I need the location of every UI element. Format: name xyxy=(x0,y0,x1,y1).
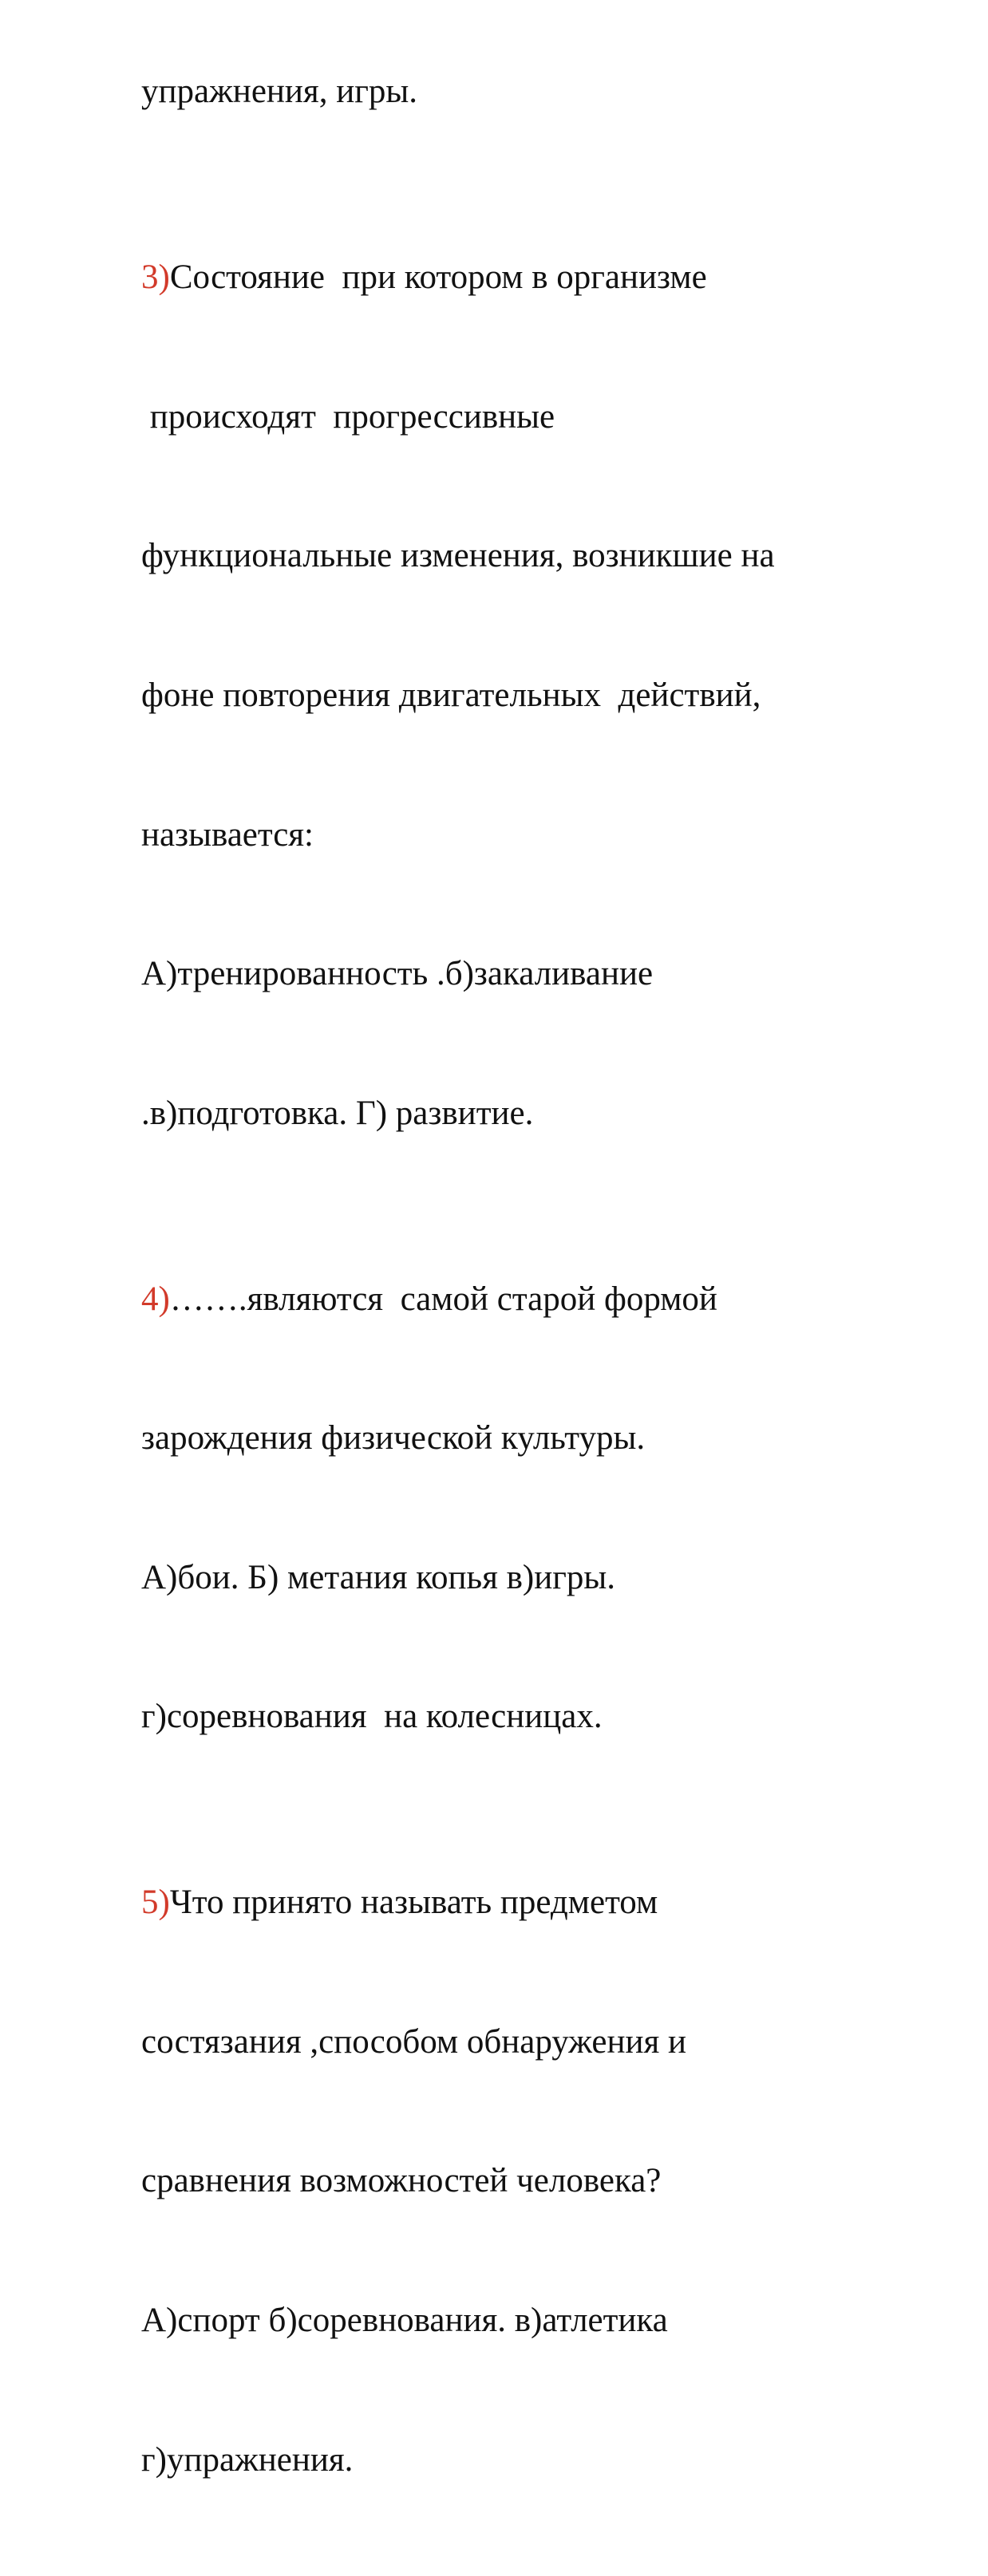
question-5-text-1: Что принято называть предметом xyxy=(169,1884,658,1922)
question-4-answers-1: А)бои. Б) метания копья в)игры. xyxy=(141,1558,616,1596)
question-3-line-4: фоне повторения двигательных действий, xyxy=(141,676,761,714)
question-5-line-1 xyxy=(141,1880,775,1926)
document-text xyxy=(141,0,775,2576)
question-3-line-2: происходят прогрессивные xyxy=(141,397,555,436)
question-3-line-1 xyxy=(141,254,775,301)
question-3-line-5: называется: xyxy=(141,815,314,854)
question-5-line-2: состязания ,способом обнаружения и xyxy=(141,2022,687,2061)
question-3-text-1: Состояние при котором в организме xyxy=(169,258,707,297)
question-5-line-3: сравнения возможностей человека? xyxy=(141,2162,662,2200)
question-3-answers-2: .в)подготовка. Г) развитие. xyxy=(141,1094,534,1132)
question-4-number: 4) xyxy=(141,1280,170,1318)
question-5-number: 5) xyxy=(141,1884,170,1922)
question-4-answers-2: г)соревнования на колесницах. xyxy=(141,1698,603,1736)
question-4-text-1: …….являются самой старой формой xyxy=(169,1280,717,1318)
question-5-answers-1: А)спорт б)соревнования. в)атлетика xyxy=(141,2301,668,2339)
question-3-line-3: функциональные изменения, возникшие на xyxy=(141,537,775,575)
cut-off-line: упражнения, игры. xyxy=(141,73,417,111)
question-4-line-2: зарождения физической культуры. xyxy=(141,1419,646,1458)
question-3-number: 3) xyxy=(141,258,170,297)
question-5-answers-2: г)упражнения. xyxy=(141,2440,354,2479)
question-3-answers-1: А)тренированность .б)закаливание xyxy=(141,955,654,993)
question-4-line-1 xyxy=(141,1276,775,1323)
